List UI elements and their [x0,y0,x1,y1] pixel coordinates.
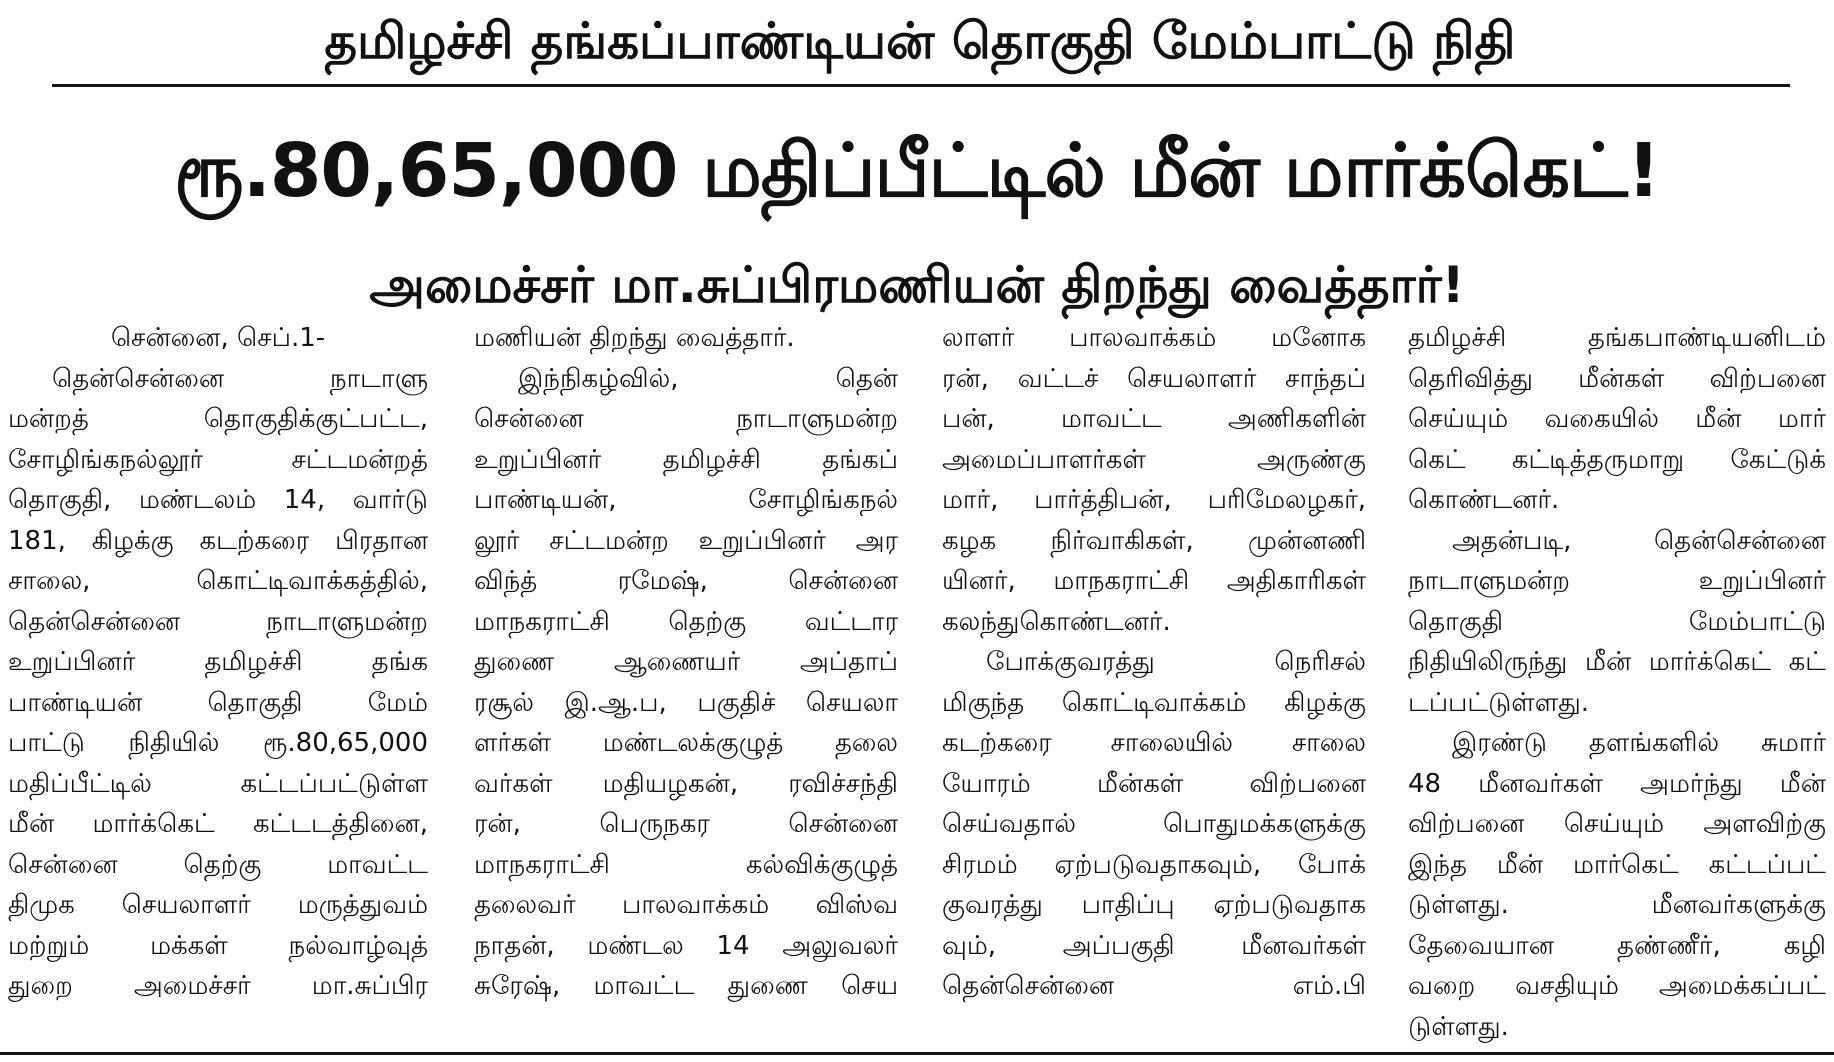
text-line: மணியன் திறந்து வைத்தார். [474,323,795,353]
text-line: சுரேஷ், மாவட்ட துணை செய [474,971,898,1001]
article-column-4 [1408,318,1826,1048]
text-line: ரசூல் இ.ஆ.ப, பகுதிச் செயலா [474,687,898,718]
article-column-1 [8,318,428,1048]
text-line: அதன்படி, தென்சென்னை [1452,525,1826,556]
text-line: சாலை, கொட்டிவாக்கத்தில், [8,566,428,596]
text-line: வறை வசதியும் அமைக்கப்பட் [1408,971,1826,1001]
text-line: பாண்டியன் தொகுதி மேம் [8,687,428,718]
text-line: சென்னை தெற்கு மாவட்ட [8,849,428,880]
text-line: மதிப்பீட்டில் கட்டப்பட்டுள்ள [8,768,428,799]
text-line: தெரிவித்து மீன்கள் விற்பனை [1408,363,1826,394]
text-line: தென்சென்னை நாடாளுமன்ற [8,606,428,637]
text-line: சிரமம் ஏற்படுவதாகவும், போக் [942,849,1366,880]
text-line: தென்சென்னை எம்.பி [942,971,1366,1001]
text-line: ரன், வட்டச் செயலாளர் சாந்தப் [942,363,1366,394]
text-line: 48 மீனவர்கள் அமர்ந்து மீன் [1408,768,1826,799]
text-line: மீன் மார்க்கெட் கட்டடத்தினை, [8,809,428,839]
main-headline: ரூ.80,65,000 மதிப்பீட்டில் மீன் மார்க்கெட்! [174,128,1660,214]
article-column-2 [474,318,898,1048]
kicker-headline: தமிழச்சி தங்கப்பாண்டியன் தொகுதி மேம்பாட்டு நிதி [324,12,1516,70]
text-line: போக்குவரத்து நெரிசல் [986,647,1366,677]
text-line: பன், மாவட்ட அணிகளின் [942,404,1366,434]
text-line: கழக நிர்வாகிகள், முன்னணி [942,525,1366,556]
text-line: டுள்ளது. மீனவர்களுக்கு [1408,890,1826,920]
text-line: ரன், பெருநகர சென்னை [474,809,898,839]
text-line: விற்பனை செய்யும் அளவிற்கு [1408,809,1826,839]
text-line: மற்றும் மக்கள் நல்வாழ்வுத் [8,930,428,961]
text-line: மார், பார்த்திபன், பரிமேலழகர், [942,485,1366,515]
bottom-rule [0,1052,1834,1055]
text-line: லூர் சட்டமன்ற உறுப்பினர் அர [474,525,898,556]
text-line: மிகுந்த கொட்டிவாக்கம் கிழக்கு [942,687,1366,718]
text-line: வர்கள் மதியழகன், ரவிச்சந்தி [474,768,898,799]
text-line: தேவையான தண்ணீர், கழி [1408,930,1826,961]
text-line: மாநகராட்சி கல்விக்குழுத் [474,849,898,880]
text-line: யோரம் மீன்கள் விற்பனை [942,768,1366,799]
text-line: இரண்டு தளங்களில் சுமார் [1452,728,1826,758]
text-line: உறுப்பினர் தமிழச்சி தங்கப் [474,444,898,475]
text-line: லாளர் பாலவாக்கம் மனோக [942,323,1366,353]
text-line: இந்த மீன் மார்கெட் கட்டப்பட் [1408,849,1826,880]
text-line: 181, கிழக்கு கடற்கரை பிரதான [8,525,428,556]
text-line: தொகுதி, மண்டலம் 14, வார்டு [8,485,428,515]
text-line: கலந்துகொண்டனர். [942,606,1171,637]
text-line: மாநகராட்சி தெற்கு வட்டார [474,606,898,637]
text-line: நிதியிலிருந்து மீன் மார்க்கெட் கட் [1408,647,1826,677]
text-line: கொண்டனர். [1408,485,1560,515]
text-line: திமுக செயலாளர் மருத்துவம் [8,890,428,920]
text-line: அமைப்பாளர்கள் அருண்கு [942,444,1366,475]
dateline: சென்னை, செப்.1- [110,323,326,353]
text-line: விந்த் ரமேஷ், சென்னை [474,566,898,596]
article-column-3 [942,318,1366,1048]
text-line: வும், அப்பகுதி மீனவர்கள் [942,930,1366,961]
text-line: பாட்டு நிதியில் ரூ.80,65,000 [8,728,428,758]
text-line: சென்னை நாடாளுமன்ற [474,404,898,434]
text-line: நாதன், மண்டல 14 அலுவலர் [474,930,898,961]
text-line: சோழிங்கநல்லூர் சட்டமன்றத் [8,444,428,475]
text-line: துணை ஆணையர் அப்தாப் [474,647,898,677]
text-line: செய்யும் வகையில் மீன் மார் [1408,404,1826,434]
text-line: கெட் கட்டித்தருமாறு கேட்டுக் [1408,444,1826,475]
text-line: நாடாளுமன்ற உறுப்பினர் [1408,566,1826,596]
text-line: துறை அமைச்சர் மா.சுப்பிர [8,971,428,1001]
text-line: தென்சென்னை நாடாளு [52,363,428,394]
text-line: செய்வதால் பொதுமக்களுக்கு [942,809,1366,839]
text-line: தொகுதி மேம்பாட்டு [1408,606,1826,637]
text-line: டுள்ளது. [1408,1011,1509,1042]
text-line: ளர்கள் மண்டலக்குழுத் தலை [474,728,898,758]
text-line: மன்றத் தொகுதிக்குட்பட்ட, [8,404,428,434]
text-line: தமிழச்சி தங்கபாண்டியனிடம் [1408,323,1826,353]
text-line: உறுப்பினர் தமிழச்சி தங்க [8,647,428,677]
text-line: பாண்டியன், சோழிங்கநல் [474,485,898,515]
kicker-underline [52,84,1790,87]
text-line: குவரத்து பாதிப்பு ஏற்படுவதாக [942,890,1366,920]
sub-headline: அமைச்சர் மா.சுப்பிரமணியன் திறந்து வைத்தார்! [369,256,1465,314]
text-line: இந்நிகழ்வில், தென் [518,363,898,394]
text-line: கடற்கரை சாலையில் சாலை [942,728,1366,758]
text-line: தலைவர் பாலவாக்கம் விஸ்வ [474,890,898,920]
text-line: யினர், மாநகராட்சி அதிகாரிகள் [942,566,1366,596]
text-line: டப்பட்டுள்ளது. [1408,687,1590,718]
